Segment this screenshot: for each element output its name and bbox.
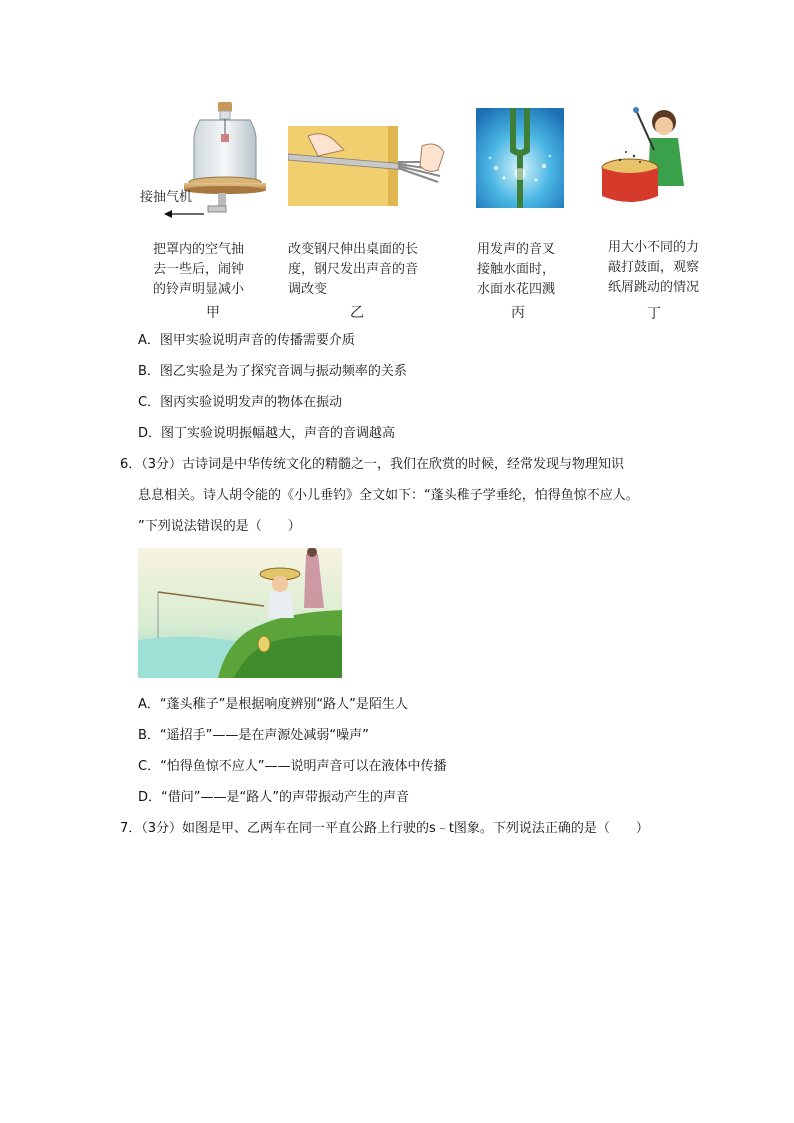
figure-label-bing: 丙 [511,305,525,321]
figure-child-fishing [138,548,342,678]
q6-option-c: C．“怕得鱼惊不应人”——说明声音可以在液体中传播 [138,759,447,774]
pump-label: 接抽气机 [140,190,193,205]
figure-label-yi: 乙 [350,305,364,321]
caption-line: 用大小不同的力 [608,240,700,255]
caption-bing [477,240,555,300]
caption-line: 去一些后，闹钟 [153,262,245,277]
steel-ruler-illustration [288,126,448,208]
figure-tuning-fork [476,108,564,208]
q6-stem-line: 息息相关。诗人胡令能的《小儿垂钓》全文如下：“蓬头稚子学垂纶，怕得鱼惊不应人。 [138,488,639,503]
pump-arrow-icon [164,204,204,223]
figure-label-ding: 丁 [647,306,661,322]
caption-line: 水面水花四溅 [477,282,556,297]
caption-line: 把罩内的空气抽 [153,242,245,257]
q5-option-c: C．图丙实验说明发声的物体在振动 [138,395,343,410]
caption-line: 纸屑跳动的情况 [608,280,700,295]
drum-illustration [600,104,696,216]
tuning-fork-illustration [476,108,564,208]
figure-label-jia: 甲 [206,305,220,321]
q7-stem: 7．（3分）如图是甲、乙两车在同一平直公路上行驶的s﹣t图象。下列说法正确的是（ ） [120,821,649,836]
caption-line: 调改变 [288,282,328,297]
q6-option-b: B．“遥招手”——是在声源处减弱“噪声” [138,728,369,743]
caption-line: 的铃声明显减小 [153,282,245,297]
q6-option-a: A．“蓬头稚子”是根据响度辨别“路人”是陌生人 [138,697,408,712]
caption-line: 改变钢尺伸出桌面的长 [288,242,419,257]
caption-line: 敲打鼓面，观察 [608,260,700,275]
q5-option-d: D．图丁实验说明振幅越大，声音的音调越高 [138,426,396,441]
caption-ding [608,238,699,298]
figure-drum [600,104,696,216]
caption-jia [153,240,244,300]
caption-line: 接触水面时， [477,262,556,277]
q5-option-a: A．图甲实验说明声音的传播需要介质 [138,333,355,348]
q5-option-b: B．图乙实验是为了探究音调与振动频率的关系 [138,364,407,379]
caption-line: 度，钢尺发出声音的音 [288,262,419,277]
q6-stem-line: 6．（3分）古诗词是中华传统文化的精髓之一，我们在欣赏的时候，经常发现与物理知识 [120,457,625,472]
q6-option-d: D．“借问”——是“路人”的声带振动产生的声音 [138,790,409,805]
child-fishing-illustration [138,548,342,678]
figure-steel-ruler [288,126,448,208]
caption-line: 用发声的音叉 [477,242,556,257]
caption-yi [288,240,418,300]
q6-stem-line: ”下列说法错误的是（ ） [138,519,301,534]
